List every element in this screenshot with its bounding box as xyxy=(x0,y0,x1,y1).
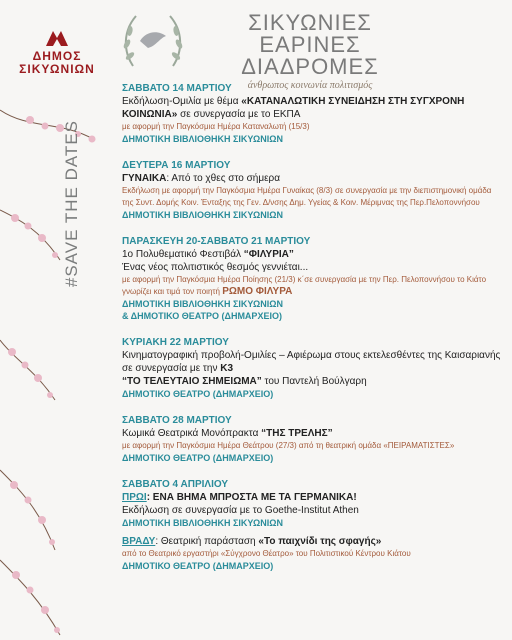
event-description xyxy=(122,248,502,261)
event-description xyxy=(122,427,502,440)
desc-title: «ΚΑΤΑΝΑΛΩΤΙΚΗ ΣΥΝΕΙΔΗΣΗ ΣΤΗ ΣΥΓΧΡΟΝΗ ΚΟΙΝΩΝΙΑ» xyxy=(122,96,465,120)
film-title: “ΤΟ ΤΕΛΕΥΤΑΙΟ ΣΗΜΕΙΩΜΑ” xyxy=(122,376,262,387)
event-venue: ΔΗΜΟΤΙΚΟ ΘΕΑΤΡΟ (ΔΗΜΑΡΧΕΙΟ) xyxy=(122,389,274,399)
event-film-title xyxy=(122,375,502,388)
morning-label: ΠΡΩΙ xyxy=(122,492,147,503)
municipality-name-line2: ΣΙΚΥΩΝΙΩΝ xyxy=(19,62,95,76)
evening-title xyxy=(122,535,502,548)
tagline: άνθρωπος κοινωνία πολιτισμός xyxy=(247,80,373,91)
event-item xyxy=(122,159,502,221)
flower-branch-decoration xyxy=(0,90,120,640)
evening-venue: ΔΗΜΟΤΙΚΟ ΘΕΑΤΡΟ (ΔΗΜΑΡΧΕΙΟ) xyxy=(122,561,274,571)
desc-title: Κ3 xyxy=(220,363,234,374)
event-list xyxy=(122,82,502,586)
poet-name: ΡΩΜΟ ΦΙΛΥΡΑ xyxy=(222,286,293,297)
desc-title: «Το παιχνίδι της σφαγής» xyxy=(258,536,382,547)
desc-text: 1ο Πολυθεματικό Φεστιβάλ xyxy=(122,249,244,260)
event-description xyxy=(122,349,502,375)
desc-text: Κινηματογραφική προβολή-Ομιλίες – Αφιέρωμα στους εκτελεσθέντες της Καισαριανής σε συνεργασία με την xyxy=(122,350,501,374)
event-item xyxy=(122,82,502,145)
desc-text: Κωμικά Θεατρικά Μονόπρακτα xyxy=(122,428,262,439)
save-the-dates-vertical xyxy=(62,120,102,288)
event-venue-second: & ΔΗΜΟΤΙΚΟ ΘΕΑΤΡΟ (ΔΗΜΑΡΧΕΙΟ) xyxy=(122,311,282,321)
title-line-2: ΕΑΡΙΝΕΣ ΔΙΑΔΡΟΜΕΣ xyxy=(241,32,379,79)
note-text: με αφορμή την Παγκόσμια Ημέρα Ποίησης (21/3) κ΄σε συνεργασία με την Περ. Πελοποννήσου το Κιάτο γνωρίζει και τιμά τον ποιητή xyxy=(122,275,487,296)
municipality-logo xyxy=(12,28,102,76)
morning-title xyxy=(122,491,502,504)
evening-note: από το Θεατρικό εργαστήρι «Σύγχρονο Θέατρο» του Πολιτιστικού Κέντρου Κιάτου xyxy=(122,549,411,558)
event-date: ΣΑΒΒΑΤΟ 28 ΜΑΡΤΙΟΥ xyxy=(122,415,232,426)
event-venue: ΔΗΜΟΤΙΚΗ ΒΙΒΛΙΟΘΗΚΗ ΣΙΚΥΩΝΙΩΝ xyxy=(122,210,283,220)
desc-title: ΓΥΝΑΙΚΑ xyxy=(122,173,167,184)
morning-description: Εκδήλωση σε συνεργασία με το Goethe-Institut Athen xyxy=(122,505,359,516)
desc-title: “ΤΗΣ ΤΡΕΛΗΣ” xyxy=(261,428,333,439)
event-item xyxy=(122,414,502,464)
municipality-emblem-icon xyxy=(42,28,72,50)
event-date: ΚΥΡΙΑΚΗ 22 ΜΑΡΤΙΟΥ xyxy=(122,337,229,348)
event-subtitle: Ένας νέος πολιτιστικός θεσμός γεννιέται... xyxy=(122,262,309,273)
event-venue: ΔΗΜΟΤΙΚΗ ΒΙΒΛΙΟΘΗΚΗ ΣΙΚΥΩΝΙΩΝ xyxy=(122,134,283,144)
event-note: με αφορμή την Παγκόσμια Ημέρα Καταναλωτή (15/3) xyxy=(122,122,310,131)
event-description xyxy=(122,172,502,185)
event-item xyxy=(122,336,502,400)
event-note xyxy=(122,274,502,298)
event-date: ΣΑΒΒΑΤΟ 4 ΑΠΡΙΛΙΟΥ xyxy=(122,479,229,490)
desc-text: Εκδήλωση-Ομιλία με θέμα xyxy=(122,96,242,107)
desc-text: : Από το χθες στο σήμερα xyxy=(166,173,281,184)
event-note: Εκδήλωση με αφορμή την Παγκόσμια Ημέρα Γυναίκας (8/3) σε συνεργασία με την διεπιστημονική ομάδα της Συντ. Δομής Κοιν. Ένταξης της Γεν. Δ/νσης Δημ. Υγείας & Κοιν. Μέριμνας της Περ.Πελοποννήσου xyxy=(122,186,492,207)
event-venue: ΔΗΜΟΤΙΚΟ ΘΕΑΤΡΟ (ΔΗΜΑΡΧΕΙΟ) xyxy=(122,453,274,463)
desc-text: : Θεατρική παράσταση xyxy=(155,536,259,547)
film-director: του Παντελή Βούλγαρη xyxy=(261,376,367,387)
save-the-dates-text: #SAVE THE DATES xyxy=(62,120,81,288)
event-series-title xyxy=(190,12,430,91)
municipality-name-line1: ΔΗΜΟΣ xyxy=(32,49,82,63)
laurel-wreath-icon xyxy=(118,6,188,76)
event-date: ΔΕΥΤΕΡΑ 16 ΜΑΡΤΙΟΥ xyxy=(122,160,231,171)
event-date: ΠΑΡΑΣΚΕΥΗ 20-ΣΑΒΒΑΤΟ 21 ΜΑΡΤΙΟΥ xyxy=(122,236,311,247)
desc-title: “ΦΙΛΥΡΙΑ” xyxy=(243,249,294,260)
event-date: ΣΑΒΒΑΤΟ 14 ΜΑΡΤΙΟΥ xyxy=(122,83,232,94)
evening-label: ΒΡΑΔΥ xyxy=(122,536,156,547)
desc-text: σε συνεργασία με το ΕΚΠΑ xyxy=(177,109,301,120)
morning-venue: ΔΗΜΟΤΙΚΗ ΒΙΒΛΙΟΘΗΚΗ ΣΙΚΥΩΝΙΩΝ xyxy=(122,518,283,528)
desc-title: : ΕΝΑ ΒΗΜΑ ΜΠΡΟΣΤΑ ΜΕ ΤΑ ΓΕΡΜΑΝΙΚΑ! xyxy=(146,492,357,503)
event-item xyxy=(122,235,502,322)
event-venue: ΔΗΜΟΤΙΚΗ ΒΙΒΛΙΟΘΗΚΗ ΣΙΚΥΩΝΙΩΝ xyxy=(122,299,283,309)
event-note: με αφορμή την Παγκόσμια Ημέρα Θεάτρου (27/3) από τη θεατρική ομάδα «ΠΕΙΡΑΜΑΤΙΣΤΕΣ» xyxy=(122,441,455,450)
event-item xyxy=(122,478,502,572)
event-description xyxy=(122,95,502,121)
title-line-1: ΣΙΚΥΩΝΙΕΣ xyxy=(248,10,372,35)
